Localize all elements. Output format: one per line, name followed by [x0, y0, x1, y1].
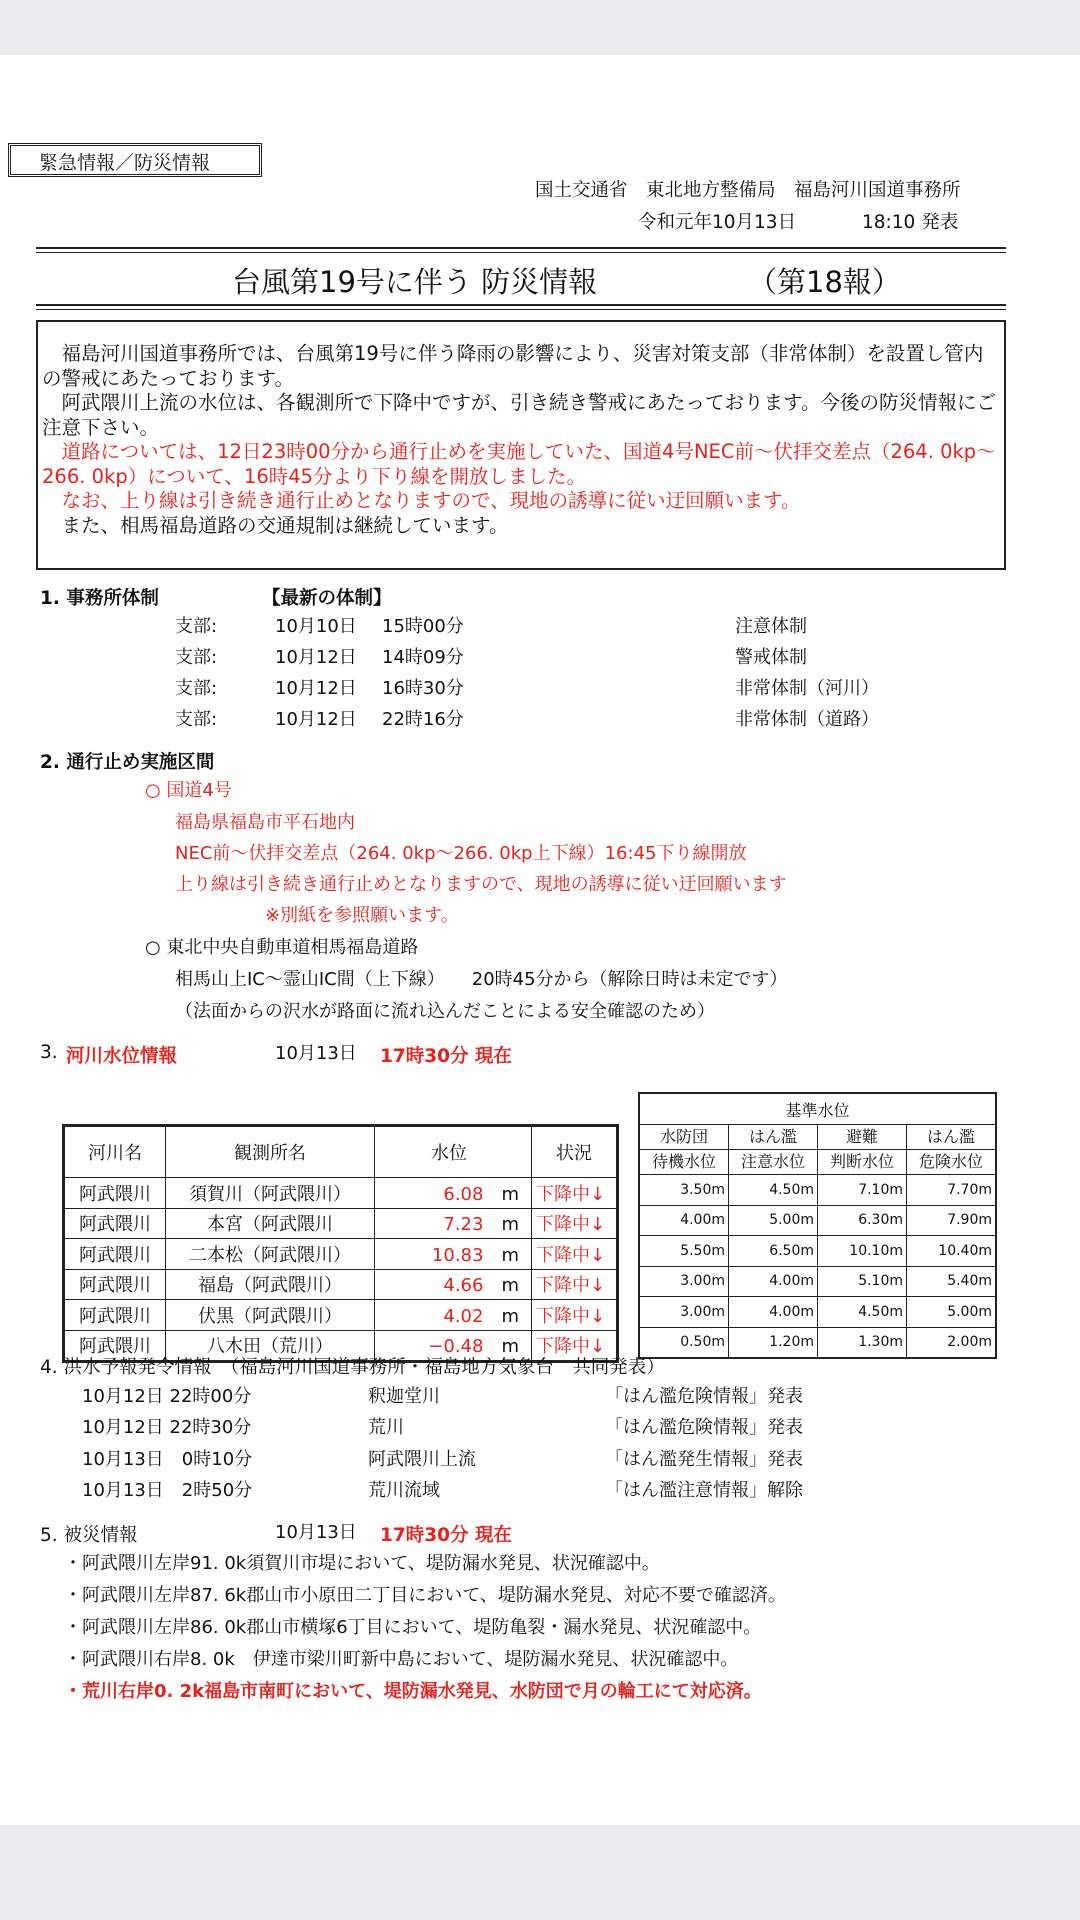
- section5-time-now: 17時30分 現在: [380, 1525, 512, 1546]
- s4-r0-river: 釈迦堂川: [368, 1386, 440, 1407]
- section1-heading: 1. 事務所体制: [40, 588, 159, 609]
- std-col4-l2: 危険水位: [907, 1150, 997, 1175]
- notice-p5: また、相馬福島道路の交通規制は継続しています。: [42, 513, 509, 537]
- issuer: 国土交通省 東北地方整備局 福島河川国道事務所: [535, 180, 961, 201]
- water-level-value: [375, 1178, 532, 1209]
- s1-r1-time: 14時09分: [382, 647, 464, 668]
- station-name: 八木田（荒川）: [166, 1330, 375, 1362]
- table-row: [639, 1236, 996, 1267]
- std-value: 3.00m: [639, 1297, 729, 1328]
- water-level-value: [375, 1300, 532, 1331]
- notice-p2: 阿武隈川上流の水位は、各観測所で下降中ですが、引き続き警戒にあたっております。今後の防災情報にご注意下さい。: [42, 391, 996, 439]
- damage-item: ・阿武隈川左岸91. 0k須賀川市堤において、堤防漏水発見、状況確認中。: [64, 1553, 660, 1574]
- station-name: 須賀川（阿武隈川）: [166, 1178, 375, 1209]
- s4-r3-river: 荒川流域: [368, 1480, 440, 1501]
- s1-r1-label: 支部:: [175, 647, 218, 668]
- std-value: 5.50m: [639, 1236, 729, 1267]
- level-number: 10.83: [431, 1244, 484, 1266]
- water-level-value: [375, 1208, 532, 1239]
- water-level-header-row: [64, 1126, 618, 1178]
- std-value: 10.10m: [818, 1236, 907, 1267]
- level-unit: m: [501, 1183, 519, 1205]
- std-value: 3.00m: [639, 1266, 729, 1297]
- damage-item: ・阿武隈川左岸87. 6k郡山市小原田二丁目において、堤防漏水発見、対応不要で確認済。: [64, 1585, 786, 1606]
- std-value: 4.00m: [729, 1266, 818, 1297]
- col-river: 河川名: [64, 1126, 166, 1178]
- standard-level-table: [638, 1092, 997, 1359]
- table-row: [64, 1208, 618, 1239]
- level-number: 4.66: [443, 1275, 484, 1297]
- level-status: 下降中↓: [532, 1178, 618, 1209]
- s1-r0-date: 10月10日: [275, 616, 357, 637]
- damage-item: ・阿武隈川左岸86. 0k郡山市横塚6丁目において、堤防亀裂・漏水発見、状況確認中。: [64, 1617, 762, 1638]
- table-row: [639, 1297, 996, 1328]
- std-col2-l1: はん濫: [729, 1125, 818, 1150]
- std-col1-l1: 水防団: [639, 1125, 729, 1150]
- level-number: −0.48: [428, 1336, 484, 1358]
- route1-l2: NEC前～伏拝交差点（264. 0kp～266. 0kp上下線）16:45下り線開放: [175, 843, 747, 864]
- issue-time: 18:10 発表: [862, 212, 959, 233]
- std-col3-l2: 判断水位: [818, 1150, 907, 1175]
- std-value: 3.50m: [639, 1175, 729, 1206]
- issue-date: 令和元年10月13日: [638, 212, 797, 233]
- section5-date: 10月13日: [275, 1522, 357, 1543]
- std-value: 4.00m: [729, 1297, 818, 1328]
- std-value: 7.70m: [907, 1175, 997, 1206]
- s4-r3-info: 「はん濫注意情報」解除: [605, 1480, 803, 1501]
- std-col4-l1: はん濫: [907, 1125, 997, 1150]
- s4-r0-datetime: 10月12日 22時00分: [82, 1386, 252, 1407]
- standard-header-row-2: [639, 1150, 996, 1175]
- notice-box: [36, 320, 1006, 570]
- s1-r3-date: 10月12日: [275, 709, 357, 730]
- route2-name: ○ 東北中央自動車道相馬福島道路: [145, 937, 419, 958]
- water-level-value: [375, 1269, 532, 1300]
- std-value: 1.20m: [729, 1327, 818, 1358]
- std-col3-l1: 避難: [818, 1125, 907, 1150]
- s1-r0-time: 15時00分: [382, 616, 464, 637]
- notice-p1: 福島河川国道事務所では、台風第19号に伴う降雨の影響により、災害対策支部（非常体制）を設置し管内の警戒にあたっております。: [42, 342, 984, 390]
- river-name: 阿武隈川: [64, 1239, 166, 1270]
- level-status: 下降中↓: [532, 1208, 618, 1239]
- section5-heading: 5. 被災情報: [40, 1525, 138, 1546]
- section1-subheading: 【最新の体制】: [262, 588, 392, 609]
- river-name: 阿武隈川: [64, 1269, 166, 1300]
- std-value: 5.00m: [729, 1205, 818, 1236]
- s1-r3-label: 支部:: [175, 709, 218, 730]
- level-status: 下降中↓: [532, 1269, 618, 1300]
- std-value: 4.50m: [729, 1175, 818, 1206]
- title-rule-top: [36, 247, 1006, 249]
- route1-l3: 上り線は引き続き通行止めとなりますので、現地の誘導に従い迂回願います: [175, 874, 787, 895]
- damage-item-red: ・荒川右岸0. 2k福島市南町において、堤防漏水発見、水防団で月の輪工にて対応済。: [64, 1681, 762, 1702]
- s1-r1-date: 10月12日: [275, 647, 357, 668]
- level-unit: m: [501, 1214, 519, 1236]
- standard-header-row-1: [639, 1125, 996, 1150]
- level-status: 下降中↓: [532, 1239, 618, 1270]
- level-unit: m: [501, 1336, 519, 1358]
- level-unit: m: [501, 1305, 519, 1327]
- std-value: 6.50m: [729, 1236, 818, 1267]
- section4-heading: 4. 洪水予報発令情報 （福島河川国道事務所・福島地方気象台 共同発表）: [40, 1357, 665, 1378]
- notice-p3: 道路については、12日23時00分から通行止めを実施していた、国道4号NEC前～伏拝交差点（264. 0kp～266. 0kp）について、16時45分より下り線を開放しました。: [42, 440, 996, 488]
- river-name: 阿武隈川: [64, 1208, 166, 1239]
- s1-r3-time: 22時16分: [382, 709, 464, 730]
- emergency-tag: 緊急情報／防災情報: [8, 143, 262, 177]
- station-name: 福島（阿武隈川）: [166, 1269, 375, 1300]
- table-row: [639, 1327, 996, 1358]
- water-level-value: [375, 1239, 532, 1270]
- document-page[interactable]: [0, 55, 1080, 1825]
- route2-l1: 相馬山上IC～霊山IC間（上下線） 20時45分から（解除日時は未定です）: [175, 969, 788, 990]
- viewer-top-bar: [0, 0, 1080, 55]
- s4-r1-info: 「はん濫危険情報」発表: [605, 1417, 803, 1438]
- station-name: 伏黒（阿武隈川）: [166, 1300, 375, 1331]
- route1-l4: ※別紙を参照願います。: [265, 905, 459, 926]
- section3-date: 10月13日: [275, 1043, 357, 1064]
- std-value: 10.40m: [907, 1236, 997, 1267]
- river-name: 阿武隈川: [64, 1330, 166, 1362]
- s4-r2-river: 阿武隈川上流: [368, 1449, 476, 1470]
- river-name: 阿武隈川: [64, 1178, 166, 1209]
- s1-r3-status: 非常体制（道路）: [735, 709, 879, 730]
- std-value: 1.30m: [818, 1327, 907, 1358]
- level-number: 6.08: [443, 1183, 484, 1205]
- table-row: [64, 1239, 618, 1270]
- std-value: 7.10m: [818, 1175, 907, 1206]
- s4-r3-datetime: 10月13日 2時50分: [82, 1480, 253, 1501]
- s4-r2-datetime: 10月13日 0時10分: [82, 1449, 253, 1470]
- std-value: 2.00m: [907, 1327, 997, 1358]
- level-unit: m: [501, 1244, 519, 1266]
- viewer-bottom-bar: [0, 1825, 1080, 1920]
- route2-l2: （法面からの沢水が路面に流れ込んだことによる安全確認のため）: [175, 1001, 715, 1022]
- s1-r0-label: 支部:: [175, 616, 218, 637]
- table-row: [639, 1266, 996, 1297]
- s1-r2-time: 16時30分: [382, 678, 464, 699]
- section3-time-now: 17時30分 現在: [380, 1046, 512, 1067]
- std-value: 6.30m: [818, 1205, 907, 1236]
- col-level: 水位: [375, 1126, 532, 1178]
- s1-r2-status: 非常体制（河川）: [735, 678, 879, 699]
- std-value: 5.00m: [907, 1297, 997, 1328]
- table-row: [639, 1175, 996, 1206]
- title-rule-top-2: [36, 252, 1006, 253]
- river-name: 阿武隈川: [64, 1300, 166, 1331]
- std-col2-l2: 注意水位: [729, 1150, 818, 1175]
- title-rule-bottom-2: [36, 309, 1006, 310]
- table-row: [64, 1178, 618, 1209]
- title-rule-bottom: [36, 304, 1006, 306]
- level-status: 下降中↓: [532, 1300, 618, 1331]
- s1-r2-label: 支部:: [175, 678, 218, 699]
- std-value: 4.00m: [639, 1205, 729, 1236]
- standard-title: 基準水位: [639, 1093, 996, 1125]
- level-number: 7.23: [443, 1214, 484, 1236]
- col-status: 状況: [532, 1126, 618, 1178]
- table-row: [639, 1205, 996, 1236]
- damage-item: ・阿武隈川右岸8. 0k 伊達市梁川町新中島において、堤防漏水発見、状況確認中。: [64, 1649, 739, 1670]
- s4-r2-info: 「はん濫発生情報」発表: [605, 1449, 803, 1470]
- s1-r2-date: 10月12日: [275, 678, 357, 699]
- std-value: 4.50m: [818, 1297, 907, 1328]
- s1-r1-status: 警戒体制: [735, 647, 807, 668]
- std-value: 5.40m: [907, 1266, 997, 1297]
- level-status: 下降中↓: [532, 1330, 618, 1362]
- standard-title-row: [639, 1093, 996, 1125]
- section3-number: 3.: [40, 1042, 58, 1063]
- section3-heading: 河川水位情報: [66, 1046, 178, 1067]
- std-value: 0.50m: [639, 1327, 729, 1358]
- std-value: 7.90m: [907, 1205, 997, 1236]
- table-row: [64, 1269, 618, 1300]
- s4-r1-river: 荒川: [368, 1417, 404, 1438]
- s4-r0-info: 「はん濫危険情報」発表: [605, 1386, 803, 1407]
- table-row: [64, 1300, 618, 1331]
- water-level-table: [62, 1124, 619, 1363]
- s1-r0-status: 注意体制: [735, 616, 807, 637]
- s4-r1-datetime: 10月12日 22時30分: [82, 1417, 252, 1438]
- level-number: 4.02: [443, 1305, 484, 1327]
- section2-heading: 2. 通行止め実施区間: [40, 752, 215, 773]
- page-title: 台風第19号に伴う 防災情報: [232, 265, 598, 299]
- station-name: 二本松（阿武隈川）: [166, 1239, 375, 1270]
- route1-name: ○ 国道4号: [145, 780, 232, 801]
- station-name: 本宮（阿武隈川: [166, 1208, 375, 1239]
- route1-l1: 福島県福島市平石地内: [175, 812, 355, 833]
- notice-p4: なお、上り線は引き続き通行止めとなりますので、現地の誘導に従い迂回願います。: [42, 489, 801, 512]
- std-value: 5.10m: [818, 1266, 907, 1297]
- report-number: （第18報）: [748, 265, 901, 299]
- level-unit: m: [501, 1275, 519, 1297]
- std-col1-l2: 待機水位: [639, 1150, 729, 1175]
- col-station: 観測所名: [166, 1126, 375, 1178]
